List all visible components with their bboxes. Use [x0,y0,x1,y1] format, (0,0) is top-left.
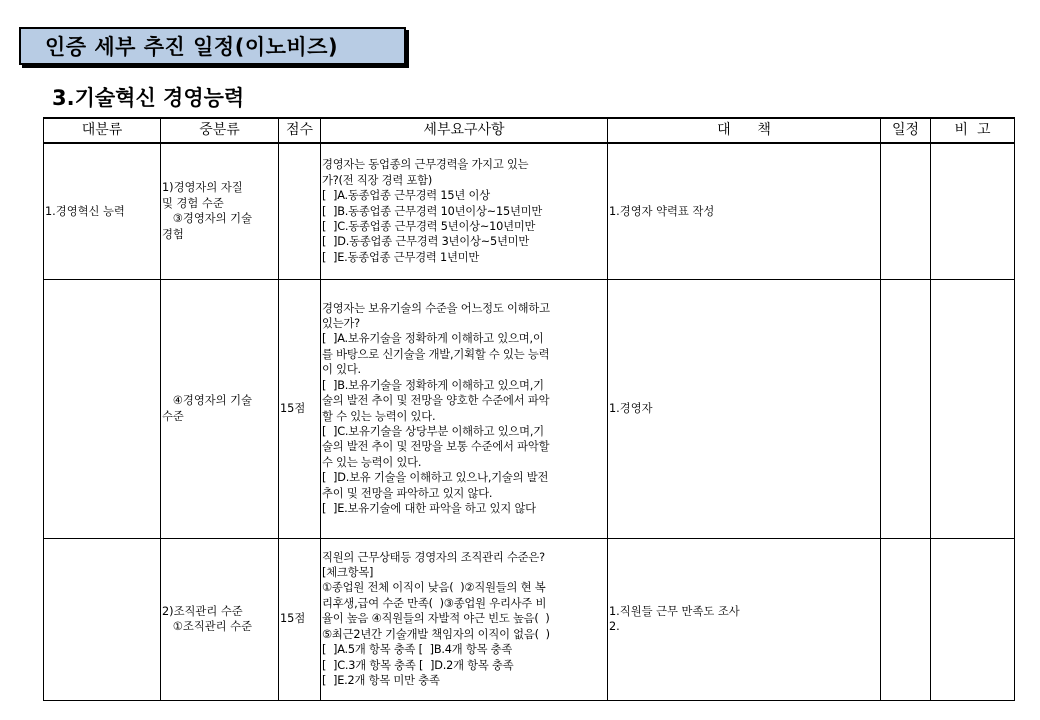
cell-schedule [881,538,931,700]
cell-measure: 1.직원들 근무 만족도 조사 2. [608,538,881,700]
section-title: 3.기술혁신 경영능력 [52,86,245,110]
cell-middle: 2)조직관리 수준 ①조직관리 수준 [161,538,279,700]
cell-middle: ④경영자의 기술 수준 [161,279,279,538]
cell-schedule [881,143,931,279]
cell-score: 15점 [279,279,321,538]
cell-remark [931,538,1015,700]
main-title-box [19,27,406,65]
col-header-remark: 비 고 [931,118,1015,143]
cell-remark [931,279,1015,538]
main-title: 인증 세부 추진 일정(이노비즈) [45,35,339,59]
cell-remark [931,143,1015,279]
col-header-score: 점수 [279,118,321,143]
cell-middle: 1)경영자의 자질 및 경험 수준 ③경영자의 기술 경험 [161,143,279,279]
table-row [44,143,1015,279]
col-header-major: 대분류 [44,118,161,143]
col-header-measure: 대 책 [608,118,881,143]
table-header-row [44,118,1015,143]
cell-measure: 1.경영자 [608,279,881,538]
table-row [44,279,1015,538]
requirements-table [43,117,1015,701]
cell-detail: 경영자는 보유기술의 수준을 어느정도 이해하고 있는가? [ ]A.보유기술을 정확하게 이해하고 있으며,이 를 바탕으로 신기술을 개발,기획할 수 있는 능력 이 있다. [ ]B.보유기술을 정확하게 이해하고 있으며,기 술의 발전 추이 및 전망을 양호한 수준에서 파악 할 수 있는 능력이 있다. [ ]C.보유기술을 상당부분 이해하고 있으며,기 술의 발전 추이 및 전망을 보통 수준에서 파악할 수 있는 능력이 있다. [ ]D.보유 기술을 이해하고 있으나,기술의 발전 추이 및 전망을 파악하고 있지 않다. [ ]E.보유기술에 대한 파악을 하고 있지 않다 [321,279,608,538]
col-header-schedule: 일정 [881,118,931,143]
table-row [44,538,1015,700]
cell-score [279,143,321,279]
cell-major [44,279,161,538]
cell-major [44,538,161,700]
cell-score: 15점 [279,538,321,700]
cell-detail: 직원의 근무상태등 경영자의 조직관리 수준은? [체크항목] ①종업원 전체 이직이 낮음( )②직원들의 현 복 리후생,급여 수준 만족( )③종업원 우리사주 비 율이 높음 ④직원들의 자발적 야근 빈도 높음( ) ⑤최근2년간 기술개발 책임자의 이직이 없음( ) [ ]A.5개 항목 충족 [ ]B.4개 항목 충족 [ ]C.3개 항목 충족 [ ]D.2개 항목 충족 [ ]E.2개 항목 미만 충족 [321,538,608,700]
col-header-detail: 세부요구사항 [321,118,608,143]
col-header-middle: 중분류 [161,118,279,143]
cell-schedule [881,279,931,538]
cell-measure: 1.경영자 약력표 작성 [608,143,881,279]
cell-detail: 경영자는 동업종의 근무경력을 가지고 있는 가?(전 직장 경력 포함) [ ]A.동종업종 근무경력 15년 이상 [ ]B.동종업종 근무경력 10년이상~15년미만 [ ]C.동종업종 근무경력 5년이상~10년미만 [ ]D.동종업종 근무경력 3년이상~5년미만 [ ]E.동종업종 근무경력 1년미만 [321,143,608,279]
cell-major: 1.경영혁신 능력 [44,143,161,279]
